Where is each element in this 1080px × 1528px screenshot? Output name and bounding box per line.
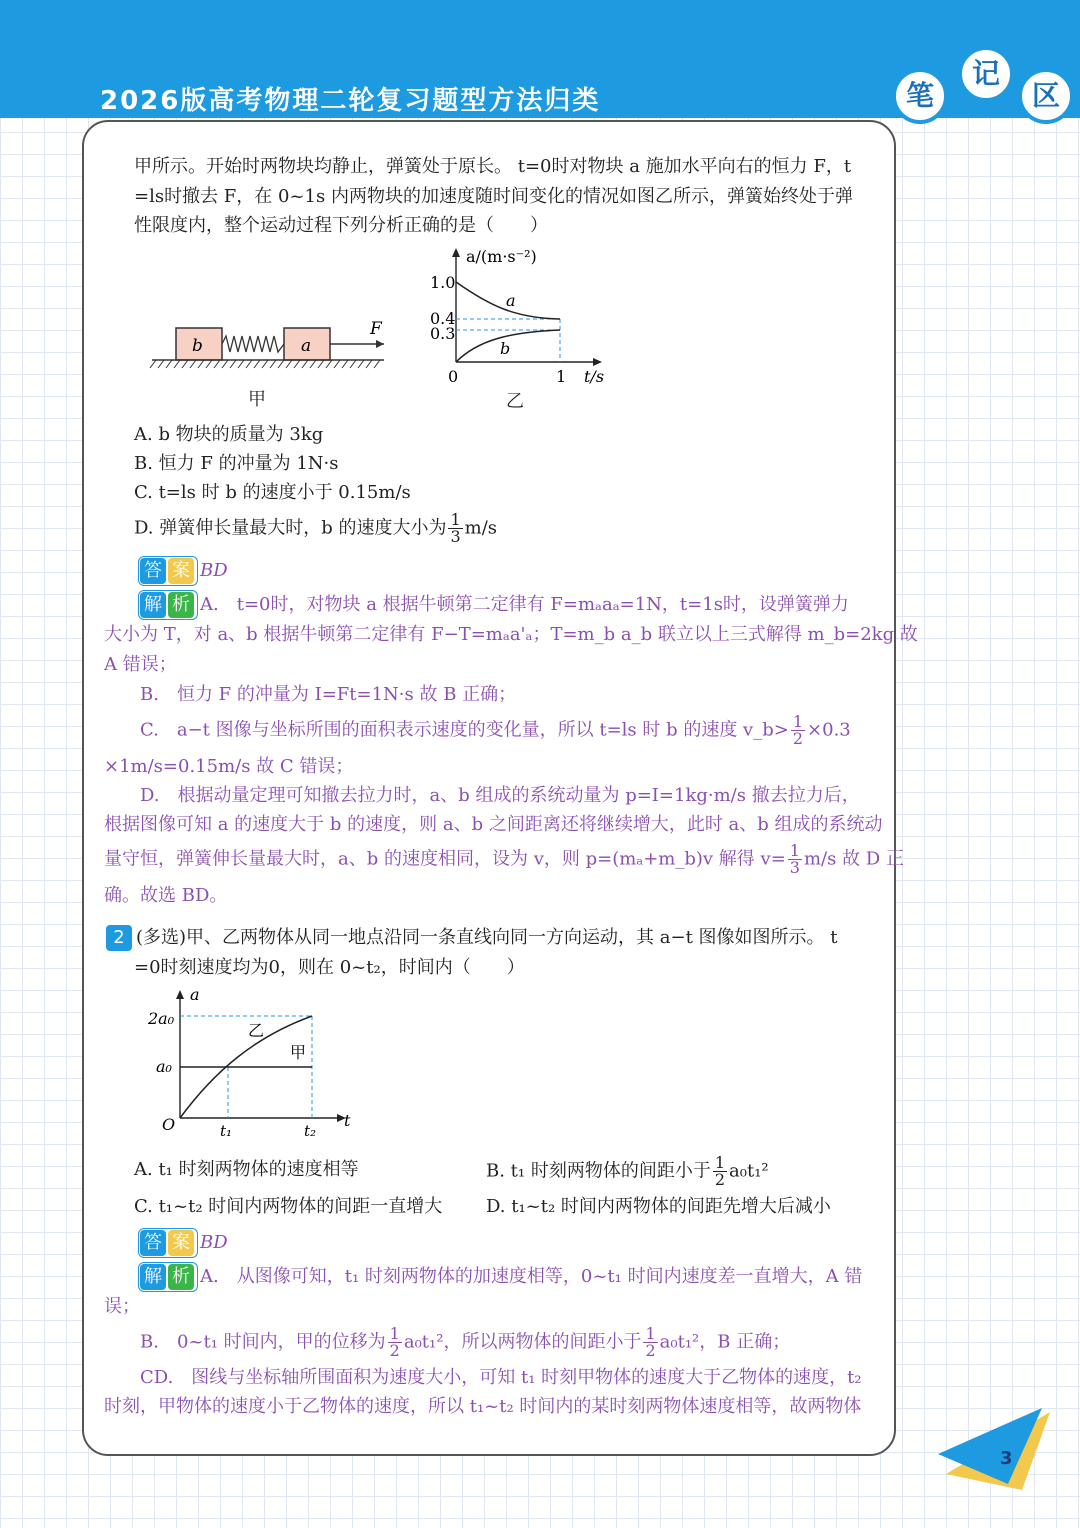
q2-option-b-text: B. t₁ 时刻两物体的间距小于 bbox=[486, 1160, 711, 1182]
q1-analysis-line-5 bbox=[140, 714, 851, 747]
analysis-badge bbox=[138, 590, 198, 620]
q1-analysis-line-9-text: 量守恒，弹簧伸长量最大时，a、b 的速度相同，设为 v，则 p=(mₐ+m_b)v 解得 v= bbox=[104, 848, 786, 870]
fraction bbox=[643, 1326, 657, 1359]
yi-tick-04: 0.4 bbox=[430, 309, 456, 328]
yi-curve-b-label: b bbox=[500, 339, 511, 358]
answer-badge-char-1: 答 bbox=[140, 1230, 166, 1256]
q1-analysis-line-1: A. t=0时，对物块 a 根据牛顿第二定律有 F=mₐaₐ=1N，t=1s时，设弹簧弹力 bbox=[200, 594, 849, 615]
q1-analysis-line-9-tail: m/s 故 D 正 bbox=[803, 848, 904, 870]
force-arrowhead bbox=[376, 340, 384, 348]
q2-answer bbox=[200, 1228, 228, 1258]
ground-hatch bbox=[150, 360, 380, 368]
fraction-num: 1 bbox=[792, 712, 804, 731]
q2-stem-line-2: =0时刻速度均为0，则在 0~t₂，时间内（ ） bbox=[134, 957, 525, 978]
q2-tick-a0: a₀ bbox=[156, 1057, 172, 1076]
page-number-tab bbox=[938, 1408, 1058, 1498]
yi-x-arrow bbox=[593, 358, 602, 366]
page-number: 3 bbox=[1000, 1448, 1013, 1469]
q2-analysis-line-2: 误； bbox=[104, 1296, 140, 1317]
fraction-num: 1 bbox=[789, 841, 800, 860]
yi-y-arrow bbox=[452, 248, 460, 257]
q1-analysis-line-4: B. 恒力 F 的冲量为 I=Ft=1N·s 故 B 正确； bbox=[140, 684, 517, 705]
q2-analysis-line-3-tail: a₀t₁²，B 正确； bbox=[659, 1331, 791, 1353]
q1-analysis-line-3: A 错误； bbox=[104, 654, 177, 675]
note-circle-2: 记 bbox=[958, 46, 1014, 102]
fig-yi-caption: 乙 bbox=[506, 391, 524, 412]
figure-q2-graph bbox=[144, 982, 364, 1142]
fraction bbox=[388, 1326, 402, 1359]
yi-curve-a-label: a bbox=[506, 291, 516, 310]
q1-analysis-line-2: 大小为 T，对 a、b 根据牛顿第二定律有 F−T=mₐa'ₐ；T=m_b a_b 联立以上三式解得 m_b=2kg 故 bbox=[104, 624, 918, 645]
q1-analysis-line-6: ×1m/s=0.15m/s 故 C 错误； bbox=[104, 756, 354, 777]
q2-option-b-tail: a₀t₁² bbox=[729, 1160, 769, 1182]
q2-number-badge: 2 bbox=[106, 925, 132, 951]
q2-option-a: A. t₁ 时刻两物体的速度相等 bbox=[134, 1159, 359, 1180]
q1-option-d-text: D. 弹簧伸长量最大时，b 的速度大小为 bbox=[134, 517, 447, 539]
q2-y-arrow bbox=[176, 990, 184, 999]
q2-analysis-line-3-mid: a₀t₁²，所以两物体的间距小于 bbox=[403, 1331, 642, 1353]
block-b-label: b bbox=[192, 336, 203, 356]
q1-answer-text: BD bbox=[200, 560, 228, 581]
q1-analysis-line-10: 确。故选 BD。 bbox=[104, 885, 228, 906]
notes-area-badges bbox=[872, 44, 1072, 134]
fraction-den: 2 bbox=[714, 1170, 726, 1189]
fraction-den: 2 bbox=[645, 1341, 656, 1360]
q1-option-d bbox=[134, 512, 497, 545]
answer-badge-char-2: 案 bbox=[168, 558, 194, 584]
fraction-num: 1 bbox=[645, 1324, 656, 1343]
q2-ylabel: a bbox=[190, 985, 200, 1004]
fraction-num: 1 bbox=[714, 1153, 726, 1172]
q2-answer-badge bbox=[138, 1228, 198, 1258]
analysis-badge-char-1: 解 bbox=[140, 592, 166, 618]
q1-stem-line-1: 甲所示。开始时两物块均静止，弹簧处于原长。 t=0时对物块 a 施加水平向右的恒力 F，t bbox=[134, 156, 852, 177]
q1-analysis-line-5-tail: ×0.3 bbox=[807, 719, 851, 741]
answer-badge-char-1: 答 bbox=[140, 558, 166, 584]
q2-analysis-line-3 bbox=[140, 1326, 790, 1359]
q1-option-d-unit: m/s bbox=[464, 517, 498, 539]
q2-option-b bbox=[486, 1155, 769, 1188]
fraction-den: 2 bbox=[792, 729, 804, 748]
yi-xlabel: t/s bbox=[584, 367, 605, 386]
figure-yi-graph bbox=[420, 244, 620, 389]
force-label: F bbox=[370, 319, 382, 339]
q1-option-c: C. t=ls 时 b 的速度小于 0.15m/s bbox=[134, 482, 411, 503]
fraction-num: 1 bbox=[389, 1324, 400, 1343]
q1-analysis-line-9 bbox=[104, 843, 904, 876]
block-a-label: a bbox=[301, 336, 312, 356]
q2-xlabel: t bbox=[344, 1111, 351, 1130]
q1-analysis-line-8: 根据图像可知 a 的速度大于 b 的速度，则 a、b 之间距离还将继续增大，此时 a、b 组成的系统动 bbox=[104, 814, 883, 835]
yi-ylabel: a/(m·s⁻²) bbox=[466, 247, 537, 266]
q1-analysis-line-7: D. 根据动量定理可知撤去拉力时，a、b 组成的系统动量为 p=I=1kg·m/s 撤去拉力后， bbox=[140, 785, 860, 806]
q2-option-c: C. t₁~t₂ 时间内两物体的间距一直增大 bbox=[134, 1196, 443, 1217]
q2-curve-yi-label: 乙 bbox=[248, 1021, 265, 1040]
q2-analysis-line-3-text: B. 0~t₁ 时间内，甲的位移为 bbox=[140, 1331, 386, 1353]
q1-analysis-line-5-text: C. a−t 图像与坐标所围的面积表示速度的变化量，所以 t=ls 时 b 的速度 v_b> bbox=[140, 719, 789, 741]
spring bbox=[222, 336, 284, 352]
analysis-badge-char-1: 解 bbox=[140, 1264, 166, 1290]
q2-tick-t2: t₂ bbox=[304, 1122, 317, 1140]
fraction-num: 1 bbox=[450, 510, 461, 529]
content-card bbox=[82, 120, 918, 1456]
q1-stem-line-2: =ls时撤去 F，在 0~1s 内两物块的加速度随时间变化的情况如图乙所示，弹簧始终处于弹 bbox=[134, 186, 853, 207]
q2-line-jia-label: 甲 bbox=[290, 1043, 307, 1062]
fraction bbox=[788, 843, 802, 876]
yi-origin: 0 bbox=[448, 367, 459, 386]
header-title: 2026版高考物理二轮复习题型方法归类 bbox=[100, 86, 601, 116]
yi-tick-10: 1.0 bbox=[430, 273, 456, 292]
fraction-den: 2 bbox=[389, 1341, 400, 1360]
fig-jia-caption: 甲 bbox=[248, 389, 266, 410]
q1-option-b: B. 恒力 F 的冲量为 1N·s bbox=[134, 453, 339, 474]
yi-x-tick-1: 1 bbox=[556, 367, 567, 386]
yi-tick-03: 0.3 bbox=[430, 324, 456, 343]
q2-option-d: D. t₁~t₂ 时间内两物体的间距先增大后减小 bbox=[486, 1196, 831, 1217]
fraction bbox=[713, 1155, 727, 1188]
q2-analysis-badge bbox=[138, 1262, 198, 1292]
fraction bbox=[791, 714, 805, 747]
q1-answer bbox=[200, 556, 228, 586]
q2-analysis-line-5: 时刻，甲物体的速度小于乙物体的速度，所以 t₁~t₂ 时间内的某时刻两物体速度相等，故两物体 bbox=[104, 1396, 862, 1417]
answer-badge bbox=[138, 556, 198, 586]
q2-stem-line-1: (多选)甲、乙两物体从同一地点沿同一条直线向同一方向运动，其 a−t 图像如图所示。 t bbox=[136, 927, 838, 948]
q1-option-a: A. b 物块的质量为 3kg bbox=[134, 424, 324, 445]
figure-jia-blocks bbox=[144, 312, 394, 412]
q2-tick-2a0: 2a₀ bbox=[148, 1009, 175, 1028]
q2-origin: O bbox=[162, 1115, 176, 1134]
analysis-badge-char-2: 析 bbox=[168, 592, 194, 618]
q2-answer-text: BD bbox=[200, 1232, 228, 1253]
fraction-den: 3 bbox=[789, 858, 800, 877]
q2-tick-t1: t₁ bbox=[220, 1122, 233, 1140]
q1-stem-line-3: 性限度内，整个运动过程下列分析正确的是（ ） bbox=[134, 215, 548, 236]
answer-badge-char-2: 案 bbox=[168, 1230, 194, 1256]
note-circle-3: 区 bbox=[1018, 68, 1074, 124]
q2-analysis-line-4: CD. 图线与坐标轴所围面积为速度大小，可知 t₁ 时刻甲物体的速度大于乙物体的速度，t₂ bbox=[140, 1367, 862, 1388]
analysis-badge-char-2: 析 bbox=[168, 1264, 194, 1290]
note-circle-1: 笔 bbox=[892, 68, 948, 124]
fraction bbox=[448, 512, 462, 545]
q2-analysis-line-1: A. 从图像可知，t₁ 时刻两物体的加速度相等，0~t₁ 时间内速度差一直增大，A 错 bbox=[200, 1266, 863, 1287]
fraction-den: 3 bbox=[450, 527, 461, 546]
